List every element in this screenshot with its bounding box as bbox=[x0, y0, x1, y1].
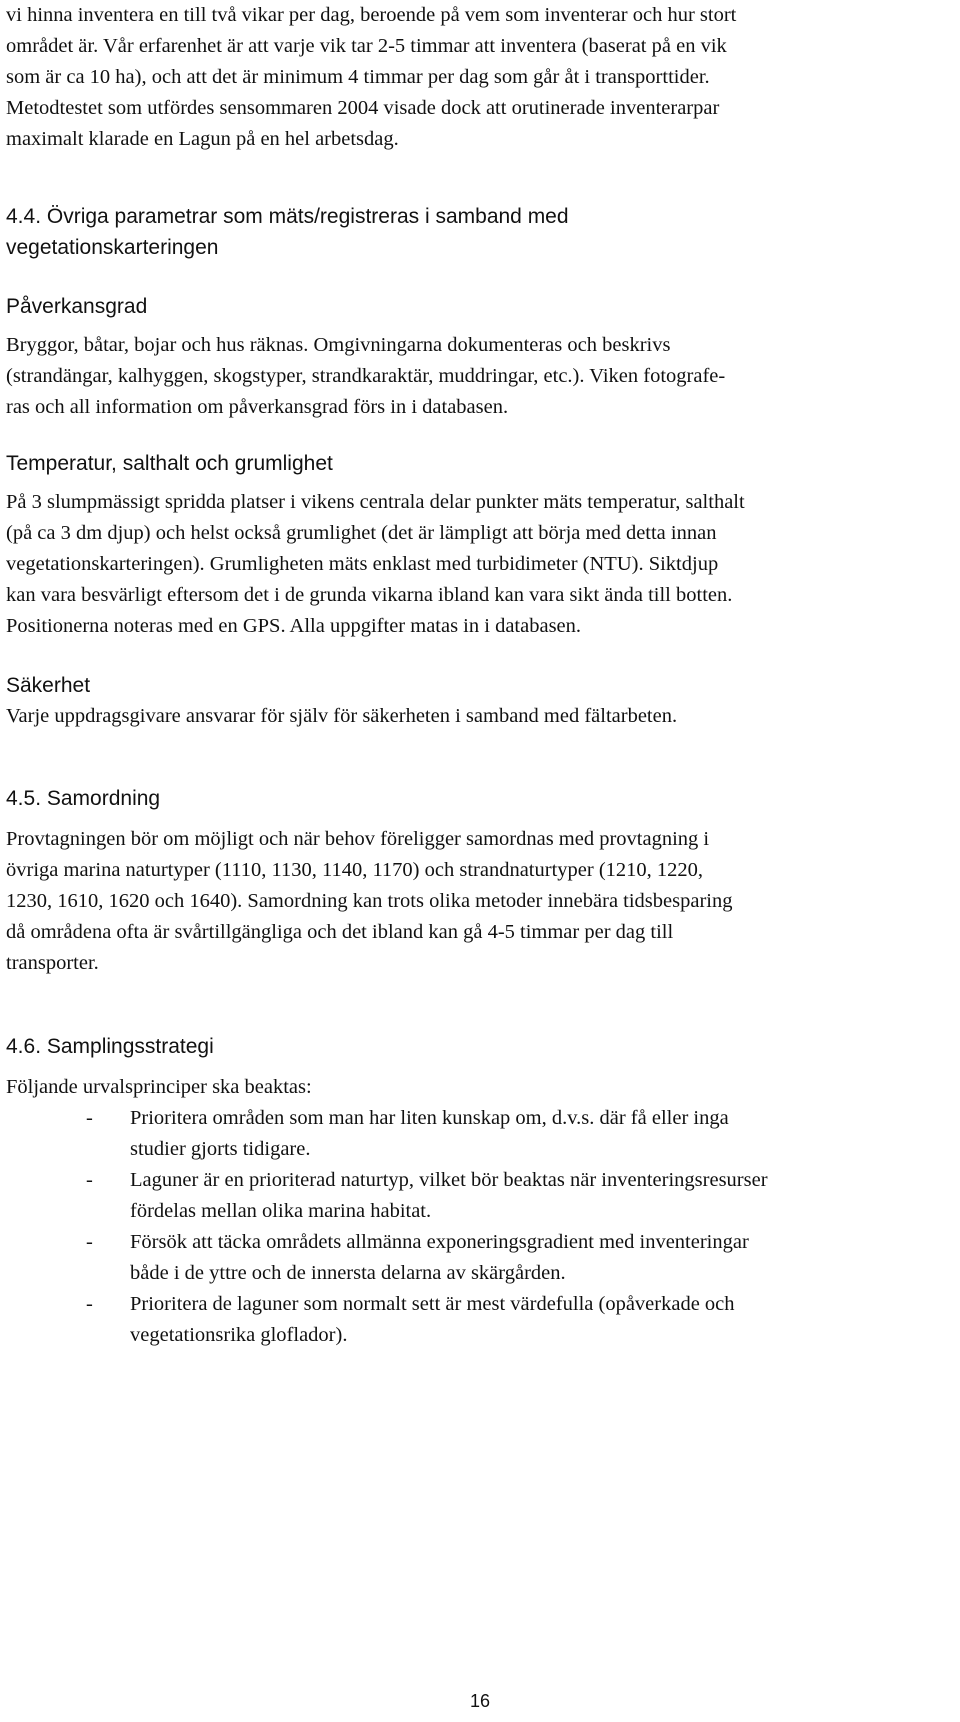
bullet-dash: - bbox=[86, 1293, 93, 1315]
paragraph-line: Varje uppdragsgivare ansvarar för själv för säkerheten i samband med fältarbeten. bbox=[6, 705, 678, 727]
intro-line: Metodtestet som utfördes sensommaren 2004 visade dock att orutinerade inventerarpar bbox=[6, 97, 720, 119]
bullet-dash: - bbox=[86, 1107, 93, 1129]
bullet-line: både i de yttre och de innersta delarna av skärgården. bbox=[130, 1262, 566, 1284]
paragraph-line: ras och all information om påverkansgrad förs in i databasen. bbox=[6, 396, 509, 418]
section-heading-4-5: 4.5. Samordning bbox=[6, 787, 161, 810]
subheading-paverkansgrad: Påverkansgrad bbox=[6, 295, 148, 318]
paragraph-line: På 3 slumpmässigt spridda platser i vikens centrala delar punkter mäts temperatur, salthalt bbox=[6, 491, 745, 513]
paragraph-line: vegetationskarteringen). Grumligheten mäts enklast med turbidimeter (NTU). Siktdjup bbox=[6, 553, 719, 575]
list-intro: Följande urvalsprinciper ska beaktas: bbox=[6, 1076, 312, 1098]
paragraph-line: övriga marina naturtyper (1110, 1130, 1140, 1170) och strandnaturtyper (1210, 1220, bbox=[6, 859, 704, 881]
bullet-dash: - bbox=[86, 1169, 93, 1191]
intro-line: vi hinna inventera en till två vikar per dag, beroende på vem som inventerar och hur stort bbox=[6, 4, 737, 26]
bullet-line: Laguner är en prioriterad naturtyp, vilket bör beaktas när inventeringsresurser bbox=[130, 1169, 768, 1191]
bullet-dash: - bbox=[86, 1231, 93, 1253]
bullet-line: fördelas mellan olika marina habitat. bbox=[130, 1200, 432, 1222]
intro-line: som är ca 10 ha), och att det är minimum 4 timmar per dag som går åt i transporttider. bbox=[6, 66, 710, 88]
paragraph-line: då områdena ofta är svårtillgängliga och det ibland kan gå 4-5 timmar per dag till bbox=[6, 921, 674, 943]
paragraph-line: Provtagningen bör om möjligt och när behov föreligger samordnas med provtagning i bbox=[6, 828, 710, 850]
paragraph-line: kan vara besvärligt eftersom det i de grunda vikarna ibland kan vara sikt ända till botten. bbox=[6, 584, 733, 606]
paragraph-line: (strandängar, kalhyggen, skogstyper, strandkaraktär, muddringar, etc.). Viken fotografe- bbox=[6, 365, 726, 387]
section-heading-4-6: 4.6. Samplingsstrategi bbox=[6, 1035, 214, 1058]
bullet-line: Prioritera områden som man har liten kunskap om, d.v.s. där få eller inga bbox=[130, 1107, 729, 1129]
paragraph-line: (på ca 3 dm djup) och helst också grumlighet (det är lämpligt att börja med detta innan bbox=[6, 522, 717, 544]
bullet-line: vegetationsrika gloflador). bbox=[130, 1324, 348, 1346]
intro-line: området är. Vår erfarenhet är att varje vik tar 2-5 timmar att inventera (baserat på en vik bbox=[6, 35, 727, 57]
subheading-temperatur: Temperatur, salthalt och grumlighet bbox=[6, 452, 333, 475]
section-heading-4-4-cont: vegetationskarteringen bbox=[6, 236, 219, 259]
paragraph-line: Bryggor, båtar, bojar och hus räknas. Omgivningarna dokumenteras och beskrivs bbox=[6, 334, 671, 356]
page-number: 16 bbox=[469, 1691, 491, 1711]
subheading-sakerhet: Säkerhet bbox=[6, 674, 91, 697]
section-heading-4-4: 4.4. Övriga parametrar som mäts/registreras i samband med bbox=[6, 205, 569, 228]
paragraph-line: 1230, 1610, 1620 och 1640). Samordning kan trots olika metoder innebära tidsbesparing bbox=[6, 890, 733, 912]
intro-line: maximalt klarade en Lagun på en hel arbetsdag. bbox=[6, 128, 399, 150]
paragraph-line: transporter. bbox=[6, 952, 99, 974]
bullet-line: Prioritera de laguner som normalt sett är mest värdefulla (opåverkade och bbox=[130, 1293, 735, 1315]
bullet-line: Försök att täcka områdets allmänna exponeringsgradient med inventeringar bbox=[130, 1231, 749, 1253]
bullet-line: studier gjorts tidigare. bbox=[130, 1138, 311, 1160]
paragraph-line: Positionerna noteras med en GPS. Alla uppgifter matas in i databasen. bbox=[6, 615, 582, 637]
